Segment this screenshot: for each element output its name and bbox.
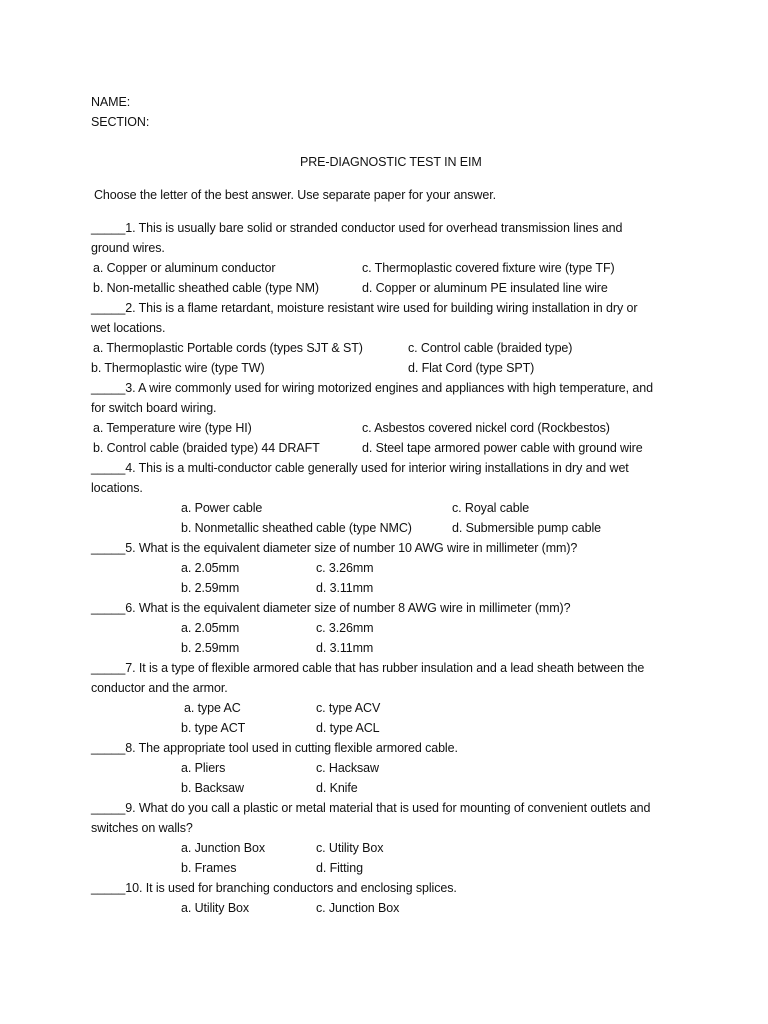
question-5-choice-b: b. 2.59mm (181, 581, 240, 595)
question-2-stem-line-1: _____2. This is a flame retardant, moisture resistant wire used for building wiring installation in dry or (91, 301, 638, 315)
question-1-stem-line-1: _____1. This is usually bare solid or stranded conductor used for overhead transmission lines and (91, 221, 623, 235)
question-8-choice-b: b. Backsaw (181, 781, 244, 795)
question-5-stem: _____5. What is the equivalent diameter size of number 10 AWG wire in millimeter (mm)? (91, 541, 578, 555)
question-6-stem: _____6. What is the equivalent diameter size of number 8 AWG wire in millimeter (mm)? (91, 601, 571, 615)
question-4-stem-line-2: locations. (91, 481, 143, 495)
question-4-choice-b: b. Nonmetallic sheathed cable (type NMC) (181, 521, 412, 535)
question-4-choice-c: c. Royal cable (452, 501, 530, 515)
question-8-choice-c: c. Hacksaw (316, 761, 379, 775)
question-4-choice-d: d. Submersible pump cable (452, 521, 601, 535)
name-label: NAME: (91, 95, 131, 109)
question-2-choice-a: a. Thermoplastic Portable cords (types SJT & ST) (93, 341, 363, 355)
instructions: Choose the letter of the best answer. Use separate paper for your answer. (94, 188, 496, 202)
question-8-stem: _____8. The appropriate tool used in cutting flexible armored cable. (91, 741, 458, 755)
question-6-choice-b: b. 2.59mm (181, 641, 240, 655)
question-3-choice-c: c. Asbestos covered nickel cord (Rockbestos) (362, 421, 610, 435)
question-6-choice-a: a. 2.05mm (181, 621, 240, 635)
question-4-choice-a: a. Power cable (181, 501, 263, 515)
question-2-choice-c: c. Control cable (braided type) (408, 341, 573, 355)
question-1-choice-b: b. Non-metallic sheathed cable (type NM) (93, 281, 319, 295)
question-7-choice-a: a. type AC (184, 701, 241, 715)
question-7-choice-d: d. type ACL (316, 721, 380, 735)
question-10-choice-a: a. Utility Box (181, 901, 250, 915)
question-7-choice-b: b. type ACT (181, 721, 246, 735)
question-7-stem-line-1: _____7. It is a type of flexible armored cable that has rubber insulation and a lead sheath between the (91, 661, 645, 675)
question-2-choice-d: d. Flat Cord (type SPT) (408, 361, 535, 375)
question-9-stem-line-2: switches on walls? (91, 821, 193, 835)
question-3-choice-d: d. Steel tape armored power cable with ground wire (362, 441, 643, 455)
question-10-choice-c: c. Junction Box (316, 901, 400, 915)
question-9-stem-line-1: _____9. What do you call a plastic or metal material that is used for mounting of convenient outlets and (91, 801, 651, 815)
question-5-choice-d: d. 3.11mm (316, 581, 374, 595)
question-7-stem-line-2: conductor and the armor. (91, 681, 228, 695)
question-9-choice-c: c. Utility Box (316, 841, 384, 855)
question-1-choice-a: a. Copper or aluminum conductor (93, 261, 276, 275)
question-3-stem-line-2: for switch board wiring. (91, 401, 217, 415)
section-label: SECTION: (91, 115, 150, 129)
question-9-choice-d: d. Fitting (316, 861, 363, 875)
question-5-choice-a: a. 2.05mm (181, 561, 240, 575)
question-2-choice-b: b. Thermoplastic wire (type TW) (91, 361, 265, 375)
question-10-stem: _____10. It is used for branching conductors and enclosing splices. (91, 881, 457, 895)
question-8-choice-d: d. Knife (316, 781, 358, 795)
question-8-choice-a: a. Pliers (181, 761, 226, 775)
question-1-choice-c: c. Thermoplastic covered fixture wire (type TF) (362, 261, 615, 275)
question-2-stem-line-2: wet locations. (91, 321, 166, 335)
question-3-choice-a: a. Temperature wire (type HI) (93, 421, 252, 435)
question-3-choice-b: b. Control cable (braided type) 44 DRAFT (93, 441, 320, 455)
question-3-stem-line-1: _____3. A wire commonly used for wiring motorized engines and appliances with high temperature, and (91, 381, 653, 395)
question-9-choice-a: a. Junction Box (181, 841, 265, 855)
document-title: PRE-DIAGNOSTIC TEST IN EIM (300, 155, 482, 169)
question-6-choice-d: d. 3.11mm (316, 641, 374, 655)
question-1-stem-line-2: ground wires. (91, 241, 165, 255)
question-6-choice-c: c. 3.26mm (316, 621, 374, 635)
question-5-choice-c: c. 3.26mm (316, 561, 374, 575)
question-4-stem-line-1: _____4. This is a multi-conductor cable generally used for interior wiring installations in dry and wet (91, 461, 629, 475)
question-1-choice-d: d. Copper or aluminum PE insulated line wire (362, 281, 608, 295)
question-7-choice-c: c. type ACV (316, 701, 381, 715)
question-9-choice-b: b. Frames (181, 861, 237, 875)
